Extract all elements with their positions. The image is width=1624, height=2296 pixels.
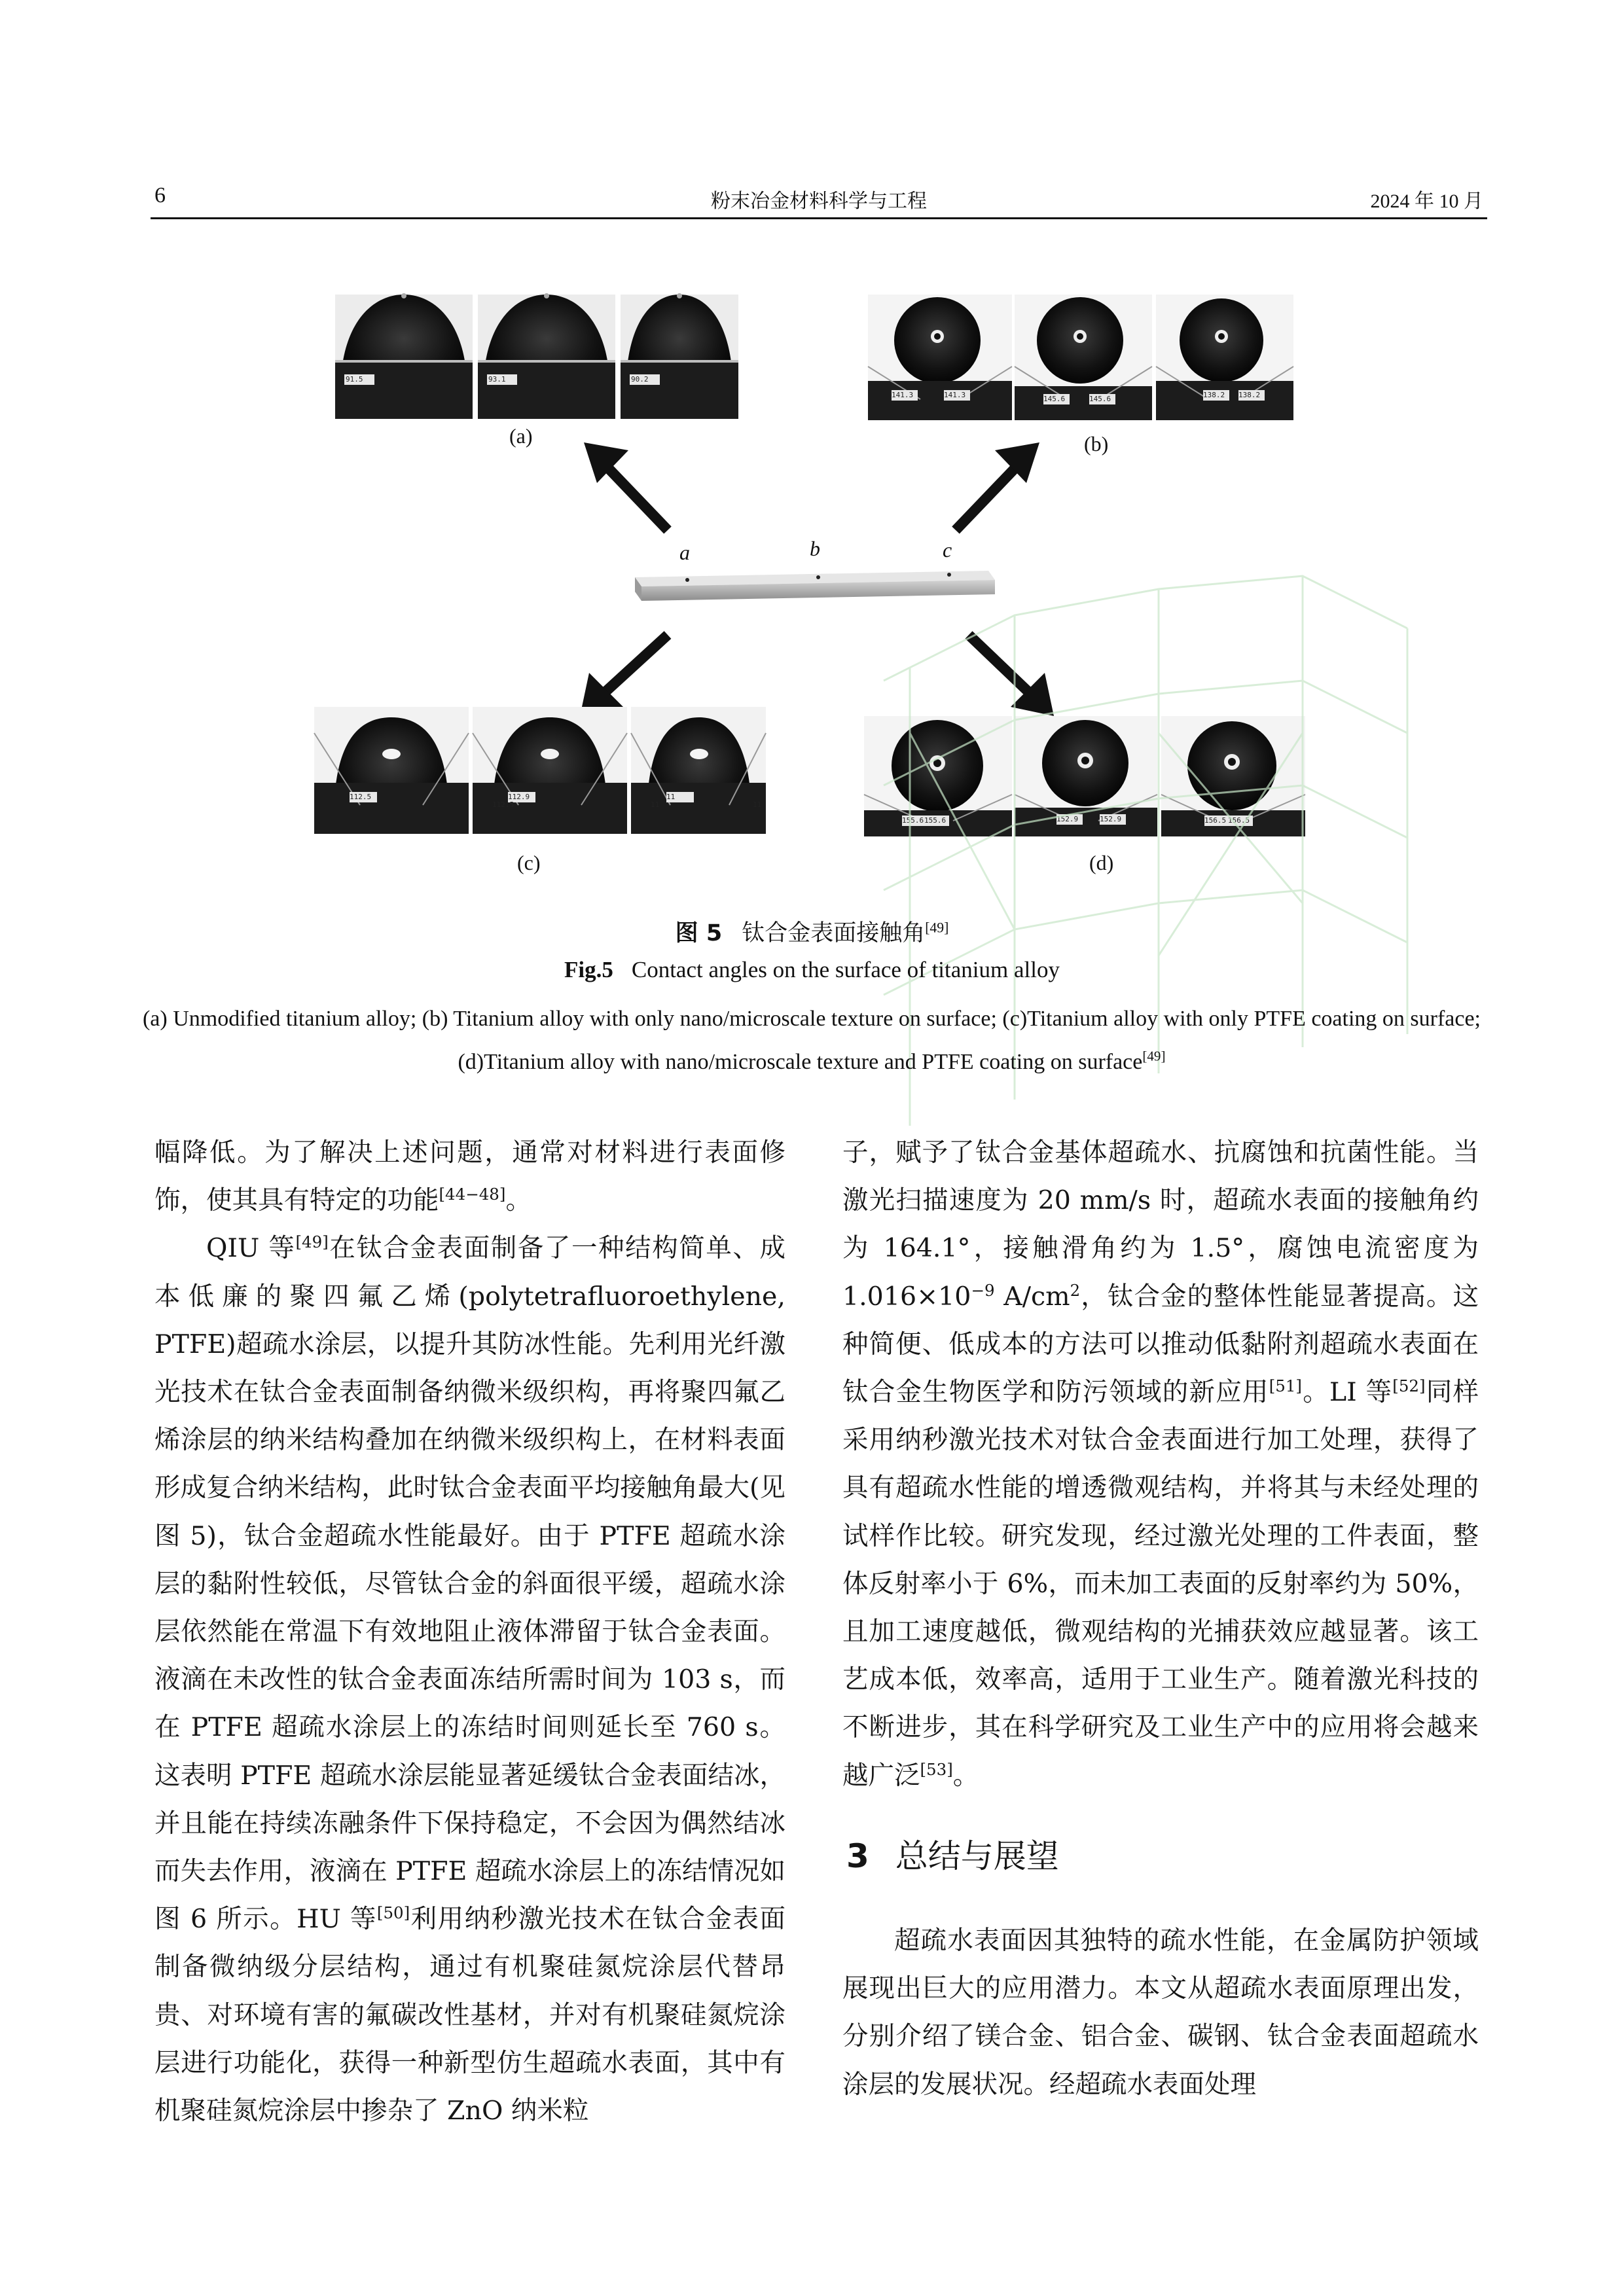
text-run: A/cm [994,1281,1070,1312]
arrow-to-panel-d [969,635,1054,716]
sample-bar [635,571,995,601]
contact-angle-value: 156.5 [1204,816,1227,825]
contact-angle-value: 11 [753,800,762,809]
contact-angle-value: 152.9 [1056,815,1079,823]
contact-angle-value: 11 [651,800,660,809]
contact-angle-value: 141.3 [944,391,966,399]
panel-label-b: (b) [1084,432,1109,456]
caption-chinese [0,915,1624,948]
text-run: ，钛合金的整体性能显著提高。这种简便、低成本的方法可以推动低黏附剂超疏水表面在钛合金生物医学和防污领域的新应用 [842,1281,1479,1408]
arrow-to-panel-c [580,635,668,716]
caption-subpanels [131,997,1492,1084]
right-paragraph-1 [842,1129,1479,1800]
caption-zh-label: 图 5 [675,920,723,946]
section-title: 总结与展望 [895,1837,1059,1875]
bar-point-b: b [810,537,820,560]
text-run: 利用纳秒激光技术在钛合金表面制备微纳级分层结构，通过有机聚硅氮烷涂层代替昂贵、对环境有害的氟碳改性基材，并对有机聚硅氮烷涂层进行功能化，获得一种新型仿生超疏水表面，其中有机聚硅氮烷涂层中掺杂了 ZnO 纳米粒 [154,1904,785,2126]
arrow-to-panel-a [584,442,668,530]
contact-angle-value: 112.5 [350,793,372,801]
caption-en-title: Contact angles on the surface of titanium alloy [631,957,1060,982]
left-column [154,1129,785,2135]
page-number: 6 [154,183,166,207]
panel-a-images [335,293,738,419]
contact-angle-value: 91.5 [346,375,363,384]
caption-english [0,957,1624,983]
right-column [842,1129,1479,2109]
right-paragraph-2: 超疏水表面因其独特的疏水性能，在金属防护领域展现出巨大的应用潜力。本文从超疏水表面原理出发，分别介绍了镁合金、铝合金、碳钢、钛合金表面超疏水涂层的发展状况。经超疏水表面处理 [842,1926,1479,2100]
section-heading [846,1833,1479,1880]
contact-angle-value: 155.6 [902,816,924,825]
caption-zh-ref: [49] [925,920,949,936]
panel-label-d: (d) [1089,851,1114,874]
text-run: 子，赋予了钛合金基体超疏水、抗腐蚀和抗菌性能。当激光扫描速度为 20 mm/s 时，超疏水表面的接触角约为 164.1°，接触滑角约为 1.5°，腐蚀电流密度为 1.016×10 [842,1138,1479,1312]
contact-angle-value: 138.2 [1238,391,1261,399]
contact-angle-value: 90.2 [631,375,649,384]
citation: [44−48] [439,1185,506,1204]
text-run: 同样采用纳秒激光技术对钛合金表面进行加工处理，获得了具有超疏水性能的增透微观结构，并将其与未经处理的试样作比较。研究发现，经过激光处理的工件表面，整体反射率小于 6%，而未加工表面的反射率约为 50%，且加工速度越低，微观结构的光捕获效应越显著。该工艺成本低，效率高，适用于工业生产。随着激光科技的不断进步，其在科学研究及工业生产中的应用将会越来越广泛 [842,1377,1479,1791]
left-paragraph-1 [154,1129,785,1225]
contact-angle-value: 93.1 [488,375,506,384]
contact-angle-value: 152.9 [1100,815,1122,823]
text-run: 在钛合金表面制备了一种结构简单、成本低廉的聚四氟乙烯(polytetrafluoroethylene, PTFE)超疏水涂层，以提升其防冰性能。先利用光纤激光技术在钛合金表面制备纳微米级织构，再将聚四氟乙烯涂层的纳米结构叠加在纳微米级织构上，在材料表面形成复合纳米结构，此时钛合金表面平均接触角最大(见图 5)，钛合金超疏水性能最好。由于 PTFE 超疏水涂层的黏附性较低，尽管钛合金的斜面很平缓，超疏水涂层依然能在常温下有效地阻止液体滞留于钛合金表面。液滴在未改性的钛合金表面冻结所需时间为 103 s，而在 PTFE 超疏水涂层上的冻结时间则延长至 760 s。这表明 PTFE 超疏水涂层能显著延缓钛合金表面结冰，并且能在持续冻融条件下保持稳定，不会因为偶然结冰而失去作用，液滴在 PTFE 超疏水涂层上的冻结情况如图 6 所示。HU 等 [154,1233,785,1935]
contact-angle-value: 112.9 [508,793,530,801]
running-header [151,178,1487,219]
panel-label-a: (a) [509,424,533,448]
exponent: −9 [971,1280,995,1300]
caption-en-label: Fig.5 [564,957,613,982]
contact-angle-value: 155.6 [924,816,947,825]
panel-b-images [868,295,1293,420]
bar-point-a: a [679,541,690,564]
citation: [53] [920,1759,953,1779]
citation: [49] [295,1232,329,1252]
panel-c-images [314,707,766,834]
figure-graphic [288,275,1348,890]
citation: [51] [1269,1376,1302,1395]
contact-angle-value: 145.6 [1089,395,1111,403]
arrow-to-panel-b [956,442,1039,530]
issue-date: 2024 年 10 月 [1370,190,1483,212]
contact-angle-value: 141.3 [892,391,914,399]
text-run: QIU 等 [206,1233,296,1264]
contact-angle-value: 11 [666,793,676,801]
contact-angle-value: 138.2 [1203,391,1225,399]
section-number: 3 [846,1837,869,1875]
text-run: 。LI 等 [1301,1377,1393,1408]
journal-title: 粉末冶金材料科学与工程 [711,190,927,212]
left-paragraph-2 [154,1225,785,2135]
contact-angle-value: 156.5 [1228,816,1250,825]
caption-subpanel-ref: [49] [1142,1048,1166,1064]
text-run: 幅降低。为了解决上述问题，通常对材料进行表面修饰，使其具有特定的功能 [154,1138,785,1216]
figure-5 [288,275,1348,890]
contact-angle-value: 145.6 [1043,395,1066,403]
text-run: 。 [952,1760,979,1791]
panel-label-c: (c) [517,851,541,874]
bar-point-c: c [943,538,952,562]
citation: [50] [376,1903,410,1923]
citation: [52] [1392,1376,1426,1395]
exponent: 2 [1070,1280,1081,1300]
contact-angle-value: 112.5 [492,800,514,809]
text-run: 。 [505,1185,532,1216]
caption-zh-title: 钛合金表面接触角 [742,920,926,946]
caption-subpanel-text: (a) Unmodified titanium alloy; (b) Titanium alloy with only nano/microscale texture on surface; (c)Titanium alloy with only PTFE coating on surface; (d)Titanium alloy with nano/microscale texture and PTFE coating on surface [142,1007,1481,1074]
